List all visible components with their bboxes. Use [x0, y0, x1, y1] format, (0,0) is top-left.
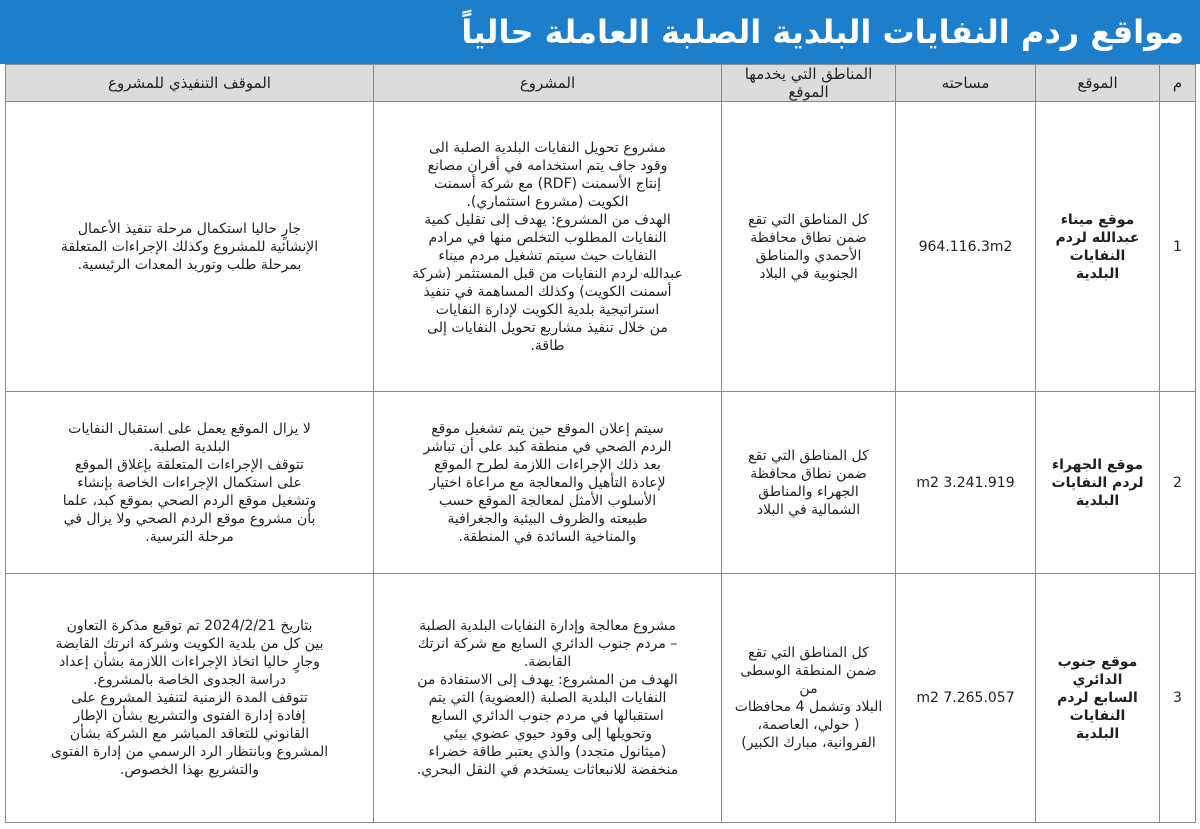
page-title: مواقع ردم النفايات البلدية الصلبة العاملة حالياً [461, 13, 1184, 51]
execution-status: بتاريخ 2024/2/21 تم توقيع مذكرة التعاون بين كل من بلدية الكويت وشركة انرتك القابضة وجارٍ حاليا اتخاذ الإجراءات اللازمة بشأن إعداد دراسة الجدوى الخاصة بالمشروع. تتوقف المدة الزمنية لتنفيذ المشروع على إفادة إدارة الفتوى والتشريع بشأن الإطار القانوني للتعاقد المباشر مع الشركة بشأن المشروع وبانتظار الرد الرسمي من إدارة الفتوى والتشريع بهذا الخصوص. [6, 574, 374, 823]
sites-table [5, 64, 1196, 823]
project-description: سيتم إعلان الموقع حين يتم تشغيل موقع الردم الصحي في منطقة كبد على أن تباشر بعد ذلك الإجراءات اللازمة لطرح الموقع لإعادة التأهيل والمعالجة مع مراعاة اختيار الأسلوب الأمثل لمعالجة الموقع حسب طبيعته والظروف البيئية والجغرافية والمناخية السائدة في المنطقة. [374, 392, 722, 574]
row-number: 1 [1160, 102, 1196, 392]
header-num: م [1160, 65, 1196, 102]
site-area: m2 7.265.057 [896, 574, 1036, 823]
header-regions: المناطق التي يخدمها الموقع [722, 65, 896, 102]
header-status: الموقف التنفيذي للمشروع [6, 65, 374, 102]
site-area: 964.116.3m2 [896, 102, 1036, 392]
execution-status: جارٍ حاليا استكمال مرحلة تنفيذ الأعمال الإنشائية للمشروع وكذلك الإجراءات المتعلقة بمرحلة طلب وتوريد المعدات الرئيسية. [6, 102, 374, 392]
header-area: مساحته [896, 65, 1036, 102]
title-bar [0, 0, 1200, 64]
execution-status: لا يزال الموقع يعمل على استقبال النفايات البلدية الصلبة. تتوقف الإجراءات المتعلقة بإغلاق الموقع على استكمال الإجراءات الخاصة بإنشاء وتشغيل موقع الردم الصحي بموقع كبد، علما بأن مشروع موقع الردم الصحي ولا يزال في مرحلة الترسية. [6, 392, 374, 574]
table-row [6, 102, 1196, 392]
table-row [6, 574, 1196, 823]
site-area: m2 3.241.919 [896, 392, 1036, 574]
header-project: المشروع [374, 65, 722, 102]
table-header-row [6, 65, 1196, 102]
served-regions: كل المناطق التي تقع ضمن المنطقة الوسطى من البلاد وتشمل 4 محافظات ( حولي، العاصمة، الفروانية، مبارك الكبير) [722, 574, 896, 823]
served-regions: كل المناطق التي تقع ضمن نطاق محافظة الجهراء والمناطق الشمالية في البلاد [722, 392, 896, 574]
served-regions: كل المناطق التي تقع ضمن نطاق محافظة الأحمدي والمناطق الجنوبية في البلاد [722, 102, 896, 392]
project-description: مشروع تحويل النفايات البلدية الصلبة الى وقود جاف يتم استخدامه في أفران مصانع إنتاج الأسمنت (RDF) مع شركة أسمنت الكويت (مشروع استثماري). الهدف من المشروع: يهدف إلى تقليل كمية النفايات المطلوب التخلص منها في مرادم النفايات حيث سيتم تشغيل مردم ميناء عبدالله لردم النفايات من قبل المستثمر (شركة أسمنت الكويت) وكذلك المساهمة في تنفيذ استراتيجية بلدية الكويت لإدارة النفايات من خلال تنفيذ مشاريع تحويل النفايات إلى طاقة. [374, 102, 722, 392]
site-name: موقع ميناء عبدالله لردم النفايات البلدية [1036, 102, 1160, 392]
site-name: موقع الجهراء لردم النفايات البلدية [1036, 392, 1160, 574]
project-description: مشروع معالجة وإدارة النفايات البلدية الصلبة – مردم جنوب الدائري السابع مع شركة انرتك القابضة. الهدف من المشروع: يهدف إلى الاستفادة من النفايات البلدية الصلبة (العضوية) التي يتم استقبالها في مردم جنوب الدائري السابع وتحويلها إلى وقود حيوي عضوي بيئي (ميثانول متجدد) والذي يعتبر طاقة خضراء منخفضة للانبعاثات يستخدم في النقل البحري. [374, 574, 722, 823]
row-number: 3 [1160, 574, 1196, 823]
header-site: الموقع [1036, 65, 1160, 102]
row-number: 2 [1160, 392, 1196, 574]
site-name: موقع جنوب الدائري السابع لردم النفايات البلدية [1036, 574, 1160, 823]
table-row [6, 392, 1196, 574]
